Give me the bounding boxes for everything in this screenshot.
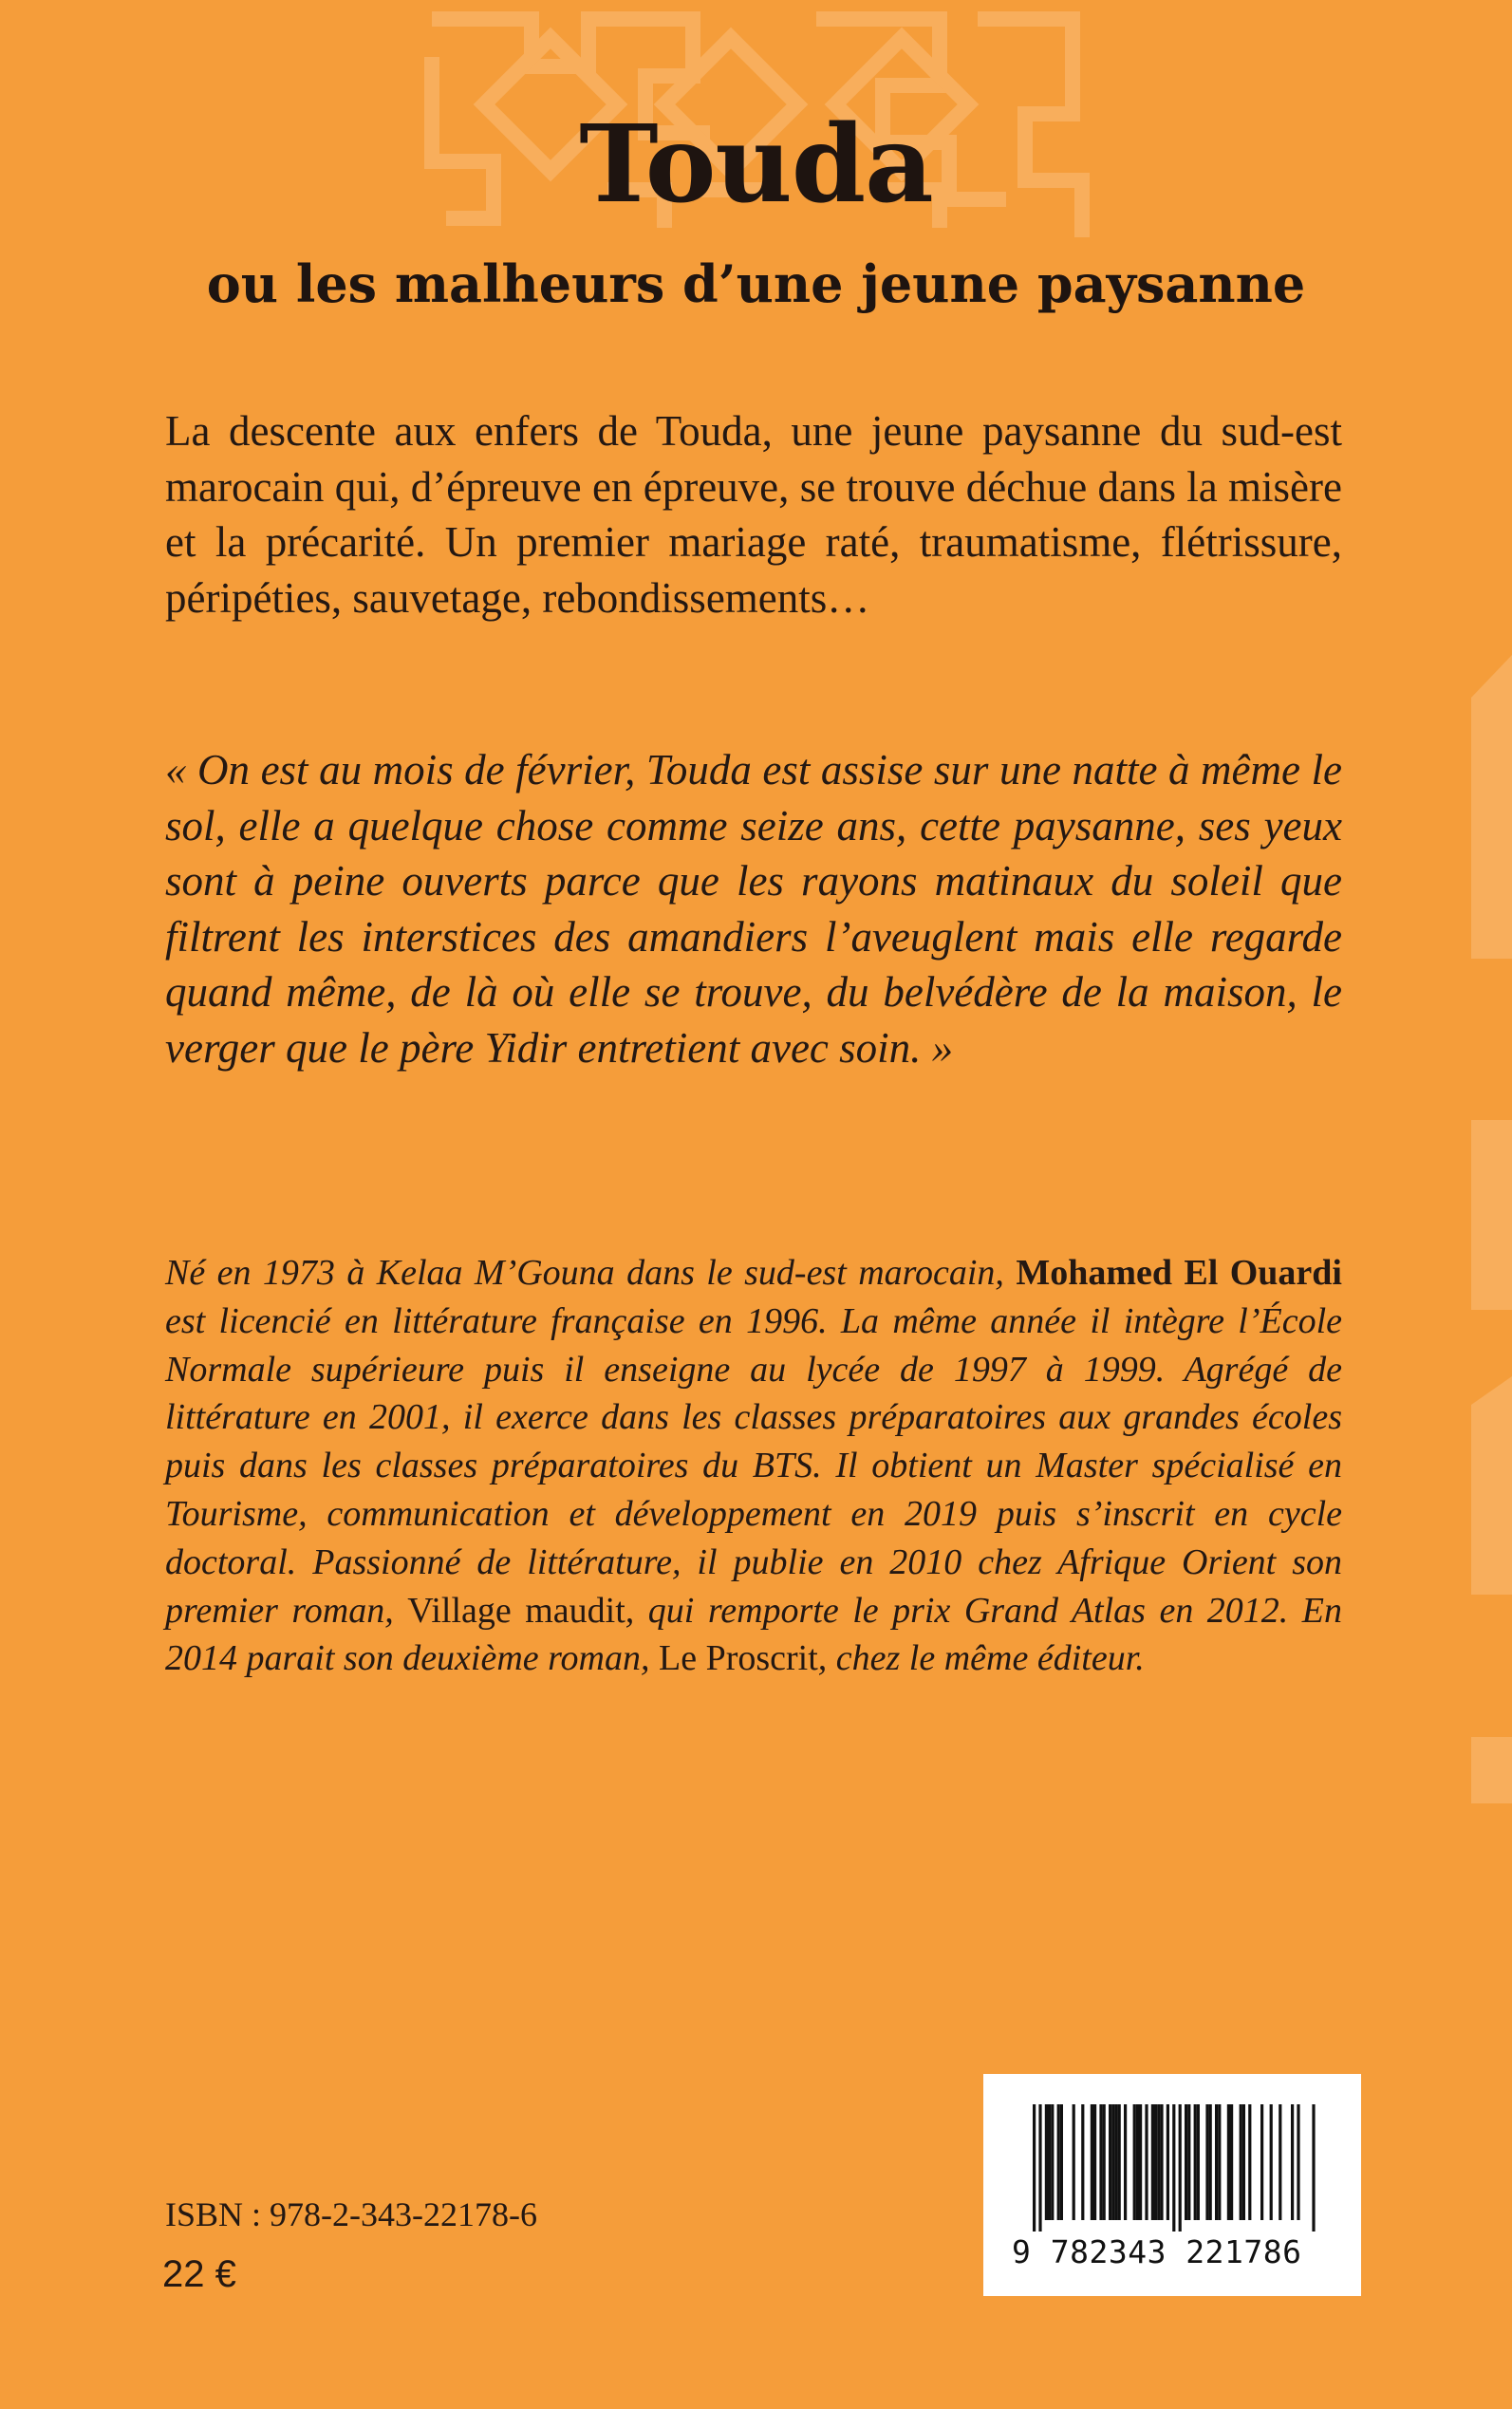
barcode-bar: [1205, 2104, 1208, 2220]
barcode-bar: [1093, 2104, 1096, 2220]
synopsis-paragraph: La descente aux enfers de Touda, une jeune paysanne du sud-est marocain qui, d’épreuve en épreuve, se trouve déchue dans la misère et la précarité. Un premier mariage raté, traumatisme, flétrissure, péripéties, sauvetage, rebondissements…: [165, 407, 1342, 622]
barcode-bar: [1227, 2104, 1230, 2220]
barcode-bar: [1291, 2104, 1294, 2220]
barcode-bar: [1048, 2104, 1051, 2220]
barcode-bar: [1260, 2104, 1263, 2220]
barcode-bar: [1230, 2104, 1233, 2220]
barcode-bar: [1111, 2104, 1114, 2220]
barcode-bar: [1248, 2104, 1251, 2220]
barcode-bar: [1136, 2104, 1139, 2220]
barcode-bar: [1091, 2104, 1093, 2220]
barcode-bar: [1197, 2104, 1200, 2220]
barcode-bar: [1139, 2104, 1142, 2220]
arabesque-side-pattern: [1471, 655, 1512, 1803]
barcode-bar: [1057, 2104, 1060, 2220]
author-name: Mohamed El Ouardi: [1016, 1253, 1342, 1293]
barcode-bar: [1145, 2104, 1148, 2220]
bio-text-2: , qui remporte le prix Grand Atlas en 2012. En 2014 parait son deuxième roman,: [165, 1590, 1342, 1679]
isbn-label: ISBN : 978-2-343-22178-6: [165, 2195, 537, 2233]
barcode-bar: [1133, 2104, 1136, 2220]
barcode-bar: [1157, 2104, 1160, 2220]
barcode-bar: [1114, 2104, 1117, 2220]
barcode-bar: [1209, 2104, 1212, 2220]
barcode-bar: [1312, 2104, 1315, 2232]
barcode-bar: [1242, 2104, 1245, 2220]
barcode-bar: [1179, 2104, 1182, 2232]
book-subtitle: ou les malheurs d’une jeune paysanne: [206, 253, 1306, 314]
barcode-bar: [1124, 2104, 1127, 2220]
barcode-bar: [1218, 2104, 1221, 2220]
barcode-bar: [1033, 2104, 1036, 2232]
barcode-bar: [1270, 2104, 1273, 2220]
barcode-bar: [1151, 2104, 1154, 2220]
barcode-bar: [1073, 2104, 1075, 2220]
first-novel-title: Village maudit: [407, 1590, 625, 1631]
barcode-bar: [1160, 2104, 1163, 2220]
barcode-bar: [1240, 2104, 1242, 2220]
barcode-bar: [1297, 2104, 1299, 2220]
barcode-bar: [1060, 2104, 1063, 2220]
barcode-bar: [1215, 2104, 1218, 2220]
barcode-bar: [1038, 2104, 1041, 2232]
barcode-bar: [1103, 2104, 1106, 2220]
barcode: [983, 2074, 1361, 2296]
barcode-bar: [1109, 2104, 1111, 2220]
barcode-bar: [1045, 2104, 1048, 2220]
barcode-bar: [1051, 2104, 1054, 2220]
barcode-bar: [1099, 2104, 1102, 2220]
barcode-number: 9 782343 221786: [1012, 2233, 1302, 2270]
barcode-bar: [1081, 2104, 1084, 2220]
barcode-bar: [1194, 2104, 1197, 2220]
barcode-bar: [1154, 2104, 1157, 2220]
barcode-bar: [1118, 2104, 1121, 2220]
barcode-bar: [1167, 2104, 1169, 2220]
bio-text-3: , chez le même éditeur.: [817, 1638, 1145, 1679]
barcode-bar: [1185, 2104, 1187, 2220]
author-biography: [165, 1249, 1342, 1683]
barcode-bar: [1172, 2104, 1175, 2232]
barcode-bar: [1187, 2104, 1190, 2220]
barcode-bars: [1033, 2104, 1317, 2232]
bio-intro: Né en 1973 à Kelaa M’Gouna dans le sud-est marocain,: [165, 1253, 1017, 1293]
barcode-bar: [1279, 2104, 1281, 2220]
bio-text-1: est licencié en littérature française en 1996. La même année il intègre l’École Normale supérieure puis il enseigne au lycée de 1997 à 1999. Agrégé de littérature en 2001, il exerce dans les classes préparatoires aux grandes écoles puis dans les classes préparatoires du BTS. Il obtient un Master spécialisé en Tourisme, communication et développement en 2019 puis s’inscrit en cycle doctoral. Passionné de littérature, il publie en 2010 chez Afrique Orient son premier roman,: [165, 1300, 1342, 1631]
price-label: 22 €: [162, 2253, 236, 2295]
excerpt-quote: « On est au mois de février, Touda est assise sur une natte à même le sol, elle a quelque chose comme seize ans, cette paysanne, ses yeux sont à peine ouverts parce que les rayons matinaux du soleil que filtrent les interstices des amandiers l’aveuglent mais elle regarde quand même, de là où elle se trouve, du belvédère de la maison, le verger que le père Yidir entretient avec soin. »: [165, 746, 1342, 1072]
second-novel-title: Le Proscrit: [658, 1638, 818, 1679]
book-title: Touda: [579, 103, 933, 227]
